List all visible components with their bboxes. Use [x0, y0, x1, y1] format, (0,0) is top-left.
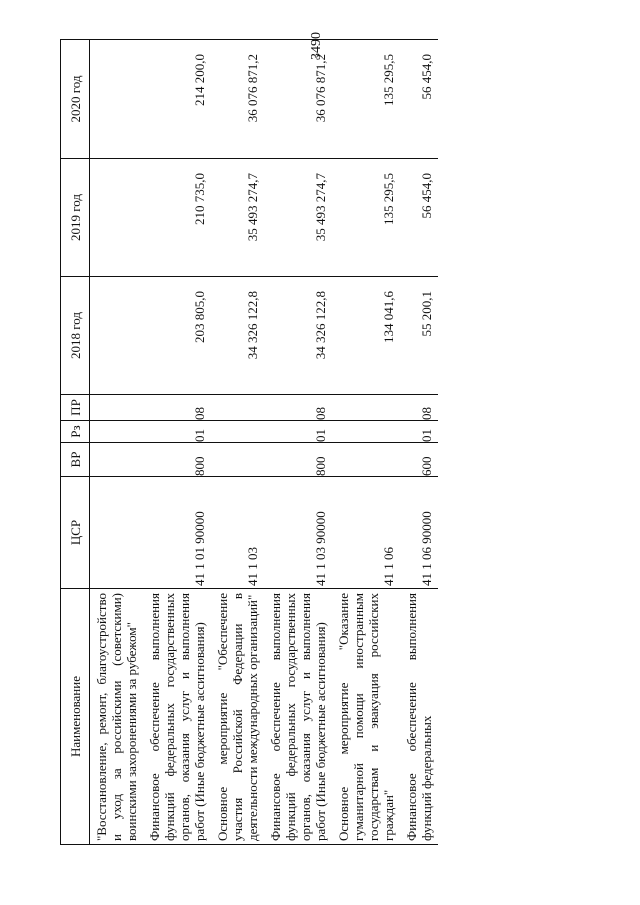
row-csr: 41 1 06 — [332, 477, 400, 589]
row-name: Финансовое обеспечение выполнения функций федеральных государственных органов, оказания услуг и выполнения работ (Иные бюджетные ассигнования) — [143, 589, 211, 845]
row-pr — [90, 395, 144, 421]
row-name: Основное мероприятие "Обеспечение участия Российской Федерации в деятельности международных организаций" — [211, 589, 264, 845]
header-2019: 2019 год — [61, 159, 90, 277]
row-name: Основное мероприятие "Оказание гуманитарной помощи иностранным государствам и эвакуация российских граждан" — [332, 589, 400, 845]
table-row — [332, 40, 400, 845]
table-row — [400, 40, 438, 845]
row-pr — [211, 395, 264, 421]
row-rz — [211, 421, 264, 443]
row-2020: 135 295,5 — [332, 40, 400, 159]
row-rz: 01 — [143, 421, 211, 443]
row-2020: 36 076 871,2 — [264, 40, 332, 159]
row-vr — [90, 443, 144, 477]
row-pr: 08 — [143, 395, 211, 421]
row-name: "Восстановление, ремонт, благоустройство и уход за российскими (советскими) воинскими захоронениями за рубежом" — [90, 589, 144, 845]
row-2018: 34 326 122,8 — [211, 277, 264, 395]
header-rz: Рз — [61, 421, 90, 443]
row-rz — [90, 421, 144, 443]
row-2019: 210 735,0 — [143, 159, 211, 277]
row-2018: 55 200,1 — [400, 277, 438, 395]
row-2019 — [90, 159, 144, 277]
row-2018 — [90, 277, 144, 395]
row-rz: 01 — [264, 421, 332, 443]
row-2018: 203 805,0 — [143, 277, 211, 395]
row-vr: 800 — [143, 443, 211, 477]
row-2019: 135 295,5 — [332, 159, 400, 277]
row-2020: 214 200,0 — [143, 40, 211, 159]
row-vr — [332, 443, 400, 477]
header-2020: 2020 год — [61, 40, 90, 159]
table-row — [211, 40, 264, 845]
row-csr: 41 1 06 90000 — [400, 477, 438, 589]
row-2019: 35 493 274,7 — [264, 159, 332, 277]
row-vr — [211, 443, 264, 477]
row-rz: 01 — [400, 421, 438, 443]
row-csr — [90, 477, 144, 589]
header-row — [61, 40, 90, 845]
header-csr: ЦСР — [61, 477, 90, 589]
row-vr: 600 — [400, 443, 438, 477]
row-pr: 08 — [400, 395, 438, 421]
header-2018: 2018 год — [61, 277, 90, 395]
row-vr: 800 — [264, 443, 332, 477]
row-pr — [332, 395, 400, 421]
row-2020: 36 076 871,2 — [211, 40, 264, 159]
row-pr: 08 — [264, 395, 332, 421]
row-rz — [332, 421, 400, 443]
row-2020 — [90, 40, 144, 159]
table-row — [90, 40, 144, 845]
table-row — [143, 40, 211, 845]
row-2019: 56 454,0 — [400, 159, 438, 277]
row-csr: 41 1 03 90000 — [264, 477, 332, 589]
row-2018: 134 041,6 — [332, 277, 400, 395]
budget-table — [60, 39, 438, 845]
row-csr: 41 1 01 90000 — [143, 477, 211, 589]
row-2020: 56 454,0 — [400, 40, 438, 159]
row-2018: 34 326 122,8 — [264, 277, 332, 395]
row-name: Финансовое обеспечение выполнения функций федеральных — [400, 589, 438, 845]
rotated-table-container — [60, 40, 605, 845]
row-2019: 35 493 274,7 — [211, 159, 264, 277]
page-number: 3490 — [309, 32, 324, 60]
table-row — [264, 40, 332, 845]
row-name: Финансовое обеспечение выполнения функций федеральных государственных органов, оказания услуг и выполнения работ (Иные бюджетные ассигнования) — [264, 589, 332, 845]
row-csr: 41 1 03 — [211, 477, 264, 589]
header-name: Наименование — [61, 589, 90, 845]
header-pr: ПР — [61, 395, 90, 421]
header-vr: ВР — [61, 443, 90, 477]
